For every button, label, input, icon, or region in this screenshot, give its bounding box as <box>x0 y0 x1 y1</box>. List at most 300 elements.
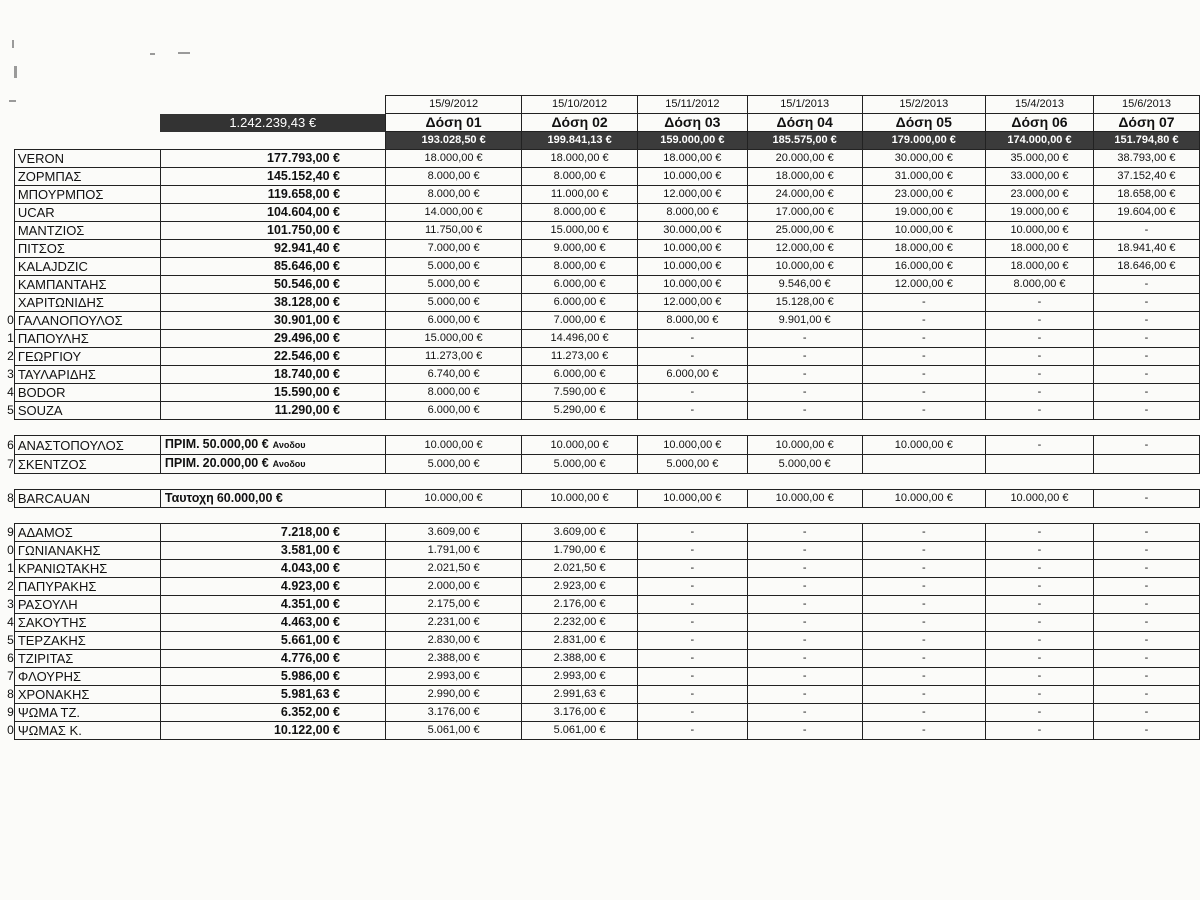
installment-amount: 30.000,00 € <box>862 150 986 168</box>
installment-amount: 5.000,00 € <box>386 455 522 474</box>
player-total: 3.581,00 € <box>160 542 385 560</box>
installment-header: Δόση 06 <box>986 114 1094 132</box>
installment-amount: - <box>986 348 1094 366</box>
installment-amount: 2.923,00 € <box>522 578 638 596</box>
row-number <box>0 204 14 222</box>
installment-amount: 5.000,00 € <box>386 258 522 276</box>
installment-amount: - <box>986 650 1094 668</box>
player-total: 4.923,00 € <box>160 578 385 596</box>
player-name: ΓΕΩΡΓΙΟΥ <box>14 348 160 366</box>
installment-amount: 8.000,00 € <box>386 186 522 204</box>
table-row <box>0 686 1200 704</box>
player-name: ΨΩΜΑ ΤΖ. <box>14 704 160 722</box>
row-number: 4 <box>7 385 14 399</box>
installment-amount: 7.590,00 € <box>522 384 638 402</box>
installment-amount: - <box>1093 578 1199 596</box>
installments-row <box>0 114 1200 132</box>
installment-amount: 6.000,00 € <box>386 402 522 420</box>
table-row <box>0 330 1200 348</box>
installment-amount: 25.000,00 € <box>747 222 862 240</box>
handwritten-note: Ανοδου <box>272 440 306 450</box>
installment-amount: 10.000,00 € <box>862 436 986 455</box>
installment-amount: 8.000,00 € <box>522 258 638 276</box>
installment-amount: 18.000,00 € <box>386 150 522 168</box>
installment-amount: - <box>986 704 1094 722</box>
installment-amount: 11.750,00 € <box>386 222 522 240</box>
installment-amount: - <box>986 294 1094 312</box>
installment-amount: - <box>986 560 1094 578</box>
installment-amount: - <box>637 524 747 542</box>
installment-amount: 18.658,00 € <box>1093 186 1199 204</box>
installment-amount: 15.000,00 € <box>522 222 638 240</box>
installment-amount: - <box>1093 490 1199 508</box>
table-row <box>0 276 1200 294</box>
installment-amount: - <box>862 722 986 740</box>
installment-amount: - <box>637 722 747 740</box>
date-cell: 15/11/2012 <box>637 96 747 114</box>
scan-mark <box>178 52 190 54</box>
installment-amount: - <box>1093 668 1199 686</box>
row-number: 0 <box>7 313 14 327</box>
installment-amount: 3.609,00 € <box>386 524 522 542</box>
installment-amount: 6.000,00 € <box>522 366 638 384</box>
date-cell: 15/1/2013 <box>747 96 862 114</box>
player-total: 6.352,00 € <box>160 704 385 722</box>
row-number <box>0 294 14 312</box>
date-cell: 15/6/2013 <box>1093 96 1199 114</box>
row-number: 6 <box>7 651 14 665</box>
handwritten-note: ΠΡΙΜ. <box>164 437 200 451</box>
installment-amount: 2.388,00 € <box>522 650 638 668</box>
row-number <box>0 150 14 168</box>
player-name: ΡΑΣΟΥΛΗ <box>14 596 160 614</box>
table-row <box>0 542 1200 560</box>
installment-amount: 8.000,00 € <box>986 276 1094 294</box>
installment-amount: - <box>1093 222 1199 240</box>
installment-header: Δόση 04 <box>747 114 862 132</box>
player-total: 22.546,00 € <box>160 348 385 366</box>
installment-amount: - <box>1093 632 1199 650</box>
installment-amount: 2.231,00 € <box>386 614 522 632</box>
installment-amount: - <box>1093 436 1199 455</box>
player-name: BARCAUAN <box>14 490 160 508</box>
installment-amount: - <box>986 668 1094 686</box>
installment-amount: 20.000,00 € <box>747 150 862 168</box>
date-cell: 15/4/2013 <box>986 96 1094 114</box>
installment-amount: 31.000,00 € <box>862 168 986 186</box>
installment-amount: - <box>1093 560 1199 578</box>
player-total: 92.941,40 € <box>160 240 385 258</box>
row-number: 0 <box>7 723 14 737</box>
player-total: 11.290,00 € <box>160 402 385 420</box>
installment-amount: 2.175,00 € <box>386 596 522 614</box>
installment-amount: - <box>637 632 747 650</box>
installment-amount: - <box>637 578 747 596</box>
installment-amount: - <box>986 330 1094 348</box>
player-name: UCAR <box>14 204 160 222</box>
row-number <box>0 276 14 294</box>
table-row <box>0 294 1200 312</box>
table-row <box>0 668 1200 686</box>
installment-amount: 2.021,50 € <box>386 560 522 578</box>
installment-total: 159.000,00 € <box>637 132 747 150</box>
installment-amount: 14.000,00 € <box>386 204 522 222</box>
installment-amount: 8.000,00 € <box>522 204 638 222</box>
installment-amount: 10.000,00 € <box>747 258 862 276</box>
installment-total: 193.028,50 € <box>386 132 522 150</box>
table-row <box>0 186 1200 204</box>
player-name: ΠΑΠΟΥΛΗΣ <box>14 330 160 348</box>
installment-amount: 5.061,00 € <box>522 722 638 740</box>
installment-amount: 18.000,00 € <box>747 168 862 186</box>
installment-amount: 2.831,00 € <box>522 632 638 650</box>
scan-mark <box>150 53 155 55</box>
table-row <box>0 578 1200 596</box>
installment-total: 199.841,13 € <box>522 132 638 150</box>
group-spacer <box>0 420 1200 436</box>
installment-amount: - <box>1093 330 1199 348</box>
row-number <box>0 258 14 276</box>
installment-amount: 18.646,00 € <box>1093 258 1199 276</box>
player-name: KALAJDZIC <box>14 258 160 276</box>
installment-amount: - <box>862 366 986 384</box>
installment-amount: - <box>986 542 1094 560</box>
row-number: 2 <box>7 349 14 363</box>
installment-header: Δόση 02 <box>522 114 638 132</box>
installment-amount: 18.000,00 € <box>522 150 638 168</box>
installment-amount: 18.000,00 € <box>862 240 986 258</box>
installment-amount: - <box>747 704 862 722</box>
installment-amount: - <box>637 596 747 614</box>
table-row <box>0 632 1200 650</box>
installment-amount: - <box>986 312 1094 330</box>
installment-amount: 10.000,00 € <box>637 490 747 508</box>
installment-amount: - <box>637 668 747 686</box>
installment-amount: 19.000,00 € <box>986 204 1094 222</box>
installment-amount: - <box>862 330 986 348</box>
installment-amount: 38.793,00 € <box>1093 150 1199 168</box>
installment-header: Δόση 07 <box>1093 114 1199 132</box>
player-name: SOUZA <box>14 402 160 420</box>
player-total: 5.981,63 € <box>160 686 385 704</box>
installment-amount: - <box>862 578 986 596</box>
table-row <box>0 240 1200 258</box>
installment-amount: 5.290,00 € <box>522 402 638 420</box>
installment-amount: 19.604,00 € <box>1093 204 1199 222</box>
installment-amount: - <box>862 704 986 722</box>
installment-totals-row <box>0 132 1200 150</box>
player-total: 177.793,00 € <box>160 150 385 168</box>
total-value: 50.000,00 € <box>202 437 269 451</box>
player-name: ΧΡΟΝΑΚΗΣ <box>14 686 160 704</box>
installment-total: 151.794,80 € <box>1093 132 1199 150</box>
player-name: ΓΩΝΙΑΝΑΚΗΣ <box>14 542 160 560</box>
installment-amount: - <box>747 614 862 632</box>
installment-amount: - <box>747 330 862 348</box>
installment-amount: 6.000,00 € <box>522 276 638 294</box>
installment-amount: 2.388,00 € <box>386 650 522 668</box>
player-name: ΤΕΡΖΑΚΗΣ <box>14 632 160 650</box>
group-spacer <box>0 474 1200 490</box>
table-row <box>0 614 1200 632</box>
player-total: 145.152,40 € <box>160 168 385 186</box>
installment-amount: 30.000,00 € <box>637 222 747 240</box>
installment-amount: - <box>747 686 862 704</box>
player-total: 4.351,00 € <box>160 596 385 614</box>
installment-amount: 6.000,00 € <box>522 294 638 312</box>
installment-amount: 5.000,00 € <box>637 455 747 474</box>
installment-amount: - <box>1093 650 1199 668</box>
player-name: ΤΖΙΡΙΤΑΣ <box>14 650 160 668</box>
installment-amount: 10.000,00 € <box>747 490 862 508</box>
installment-amount: - <box>862 312 986 330</box>
player-name: ΚΑΜΠΑΝΤΑΗΣ <box>14 276 160 294</box>
installment-amount: - <box>747 650 862 668</box>
player-total: 104.604,00 € <box>160 204 385 222</box>
installments-table <box>0 95 1200 740</box>
grand-total: 1.242.239,43 € <box>160 114 385 132</box>
row-number: 4 <box>7 615 14 629</box>
installment-amount: 10.000,00 € <box>386 490 522 508</box>
date-cell: 15/2/2013 <box>862 96 986 114</box>
installment-amount: 10.000,00 € <box>637 436 747 455</box>
player-name: ΑΝΑΣΤΟΠΟΥΛΟΣ <box>14 436 160 455</box>
installment-amount: - <box>637 384 747 402</box>
installment-amount: 11.273,00 € <box>386 348 522 366</box>
table-row <box>0 204 1200 222</box>
player-name: ΣΚΕΝΤΖΟΣ <box>14 455 160 474</box>
player-name: ΤΑΥΛΑΡΙΔΗΣ <box>14 366 160 384</box>
installment-amount: 10.000,00 € <box>386 436 522 455</box>
row-number: 6 <box>7 437 14 452</box>
player-total <box>160 455 385 474</box>
player-name: ΣΑΚΟΥΤΗΣ <box>14 614 160 632</box>
player-total: 29.496,00 € <box>160 330 385 348</box>
installment-amount: 1.791,00 € <box>386 542 522 560</box>
player-name: ΦΛΟΥΡΗΣ <box>14 668 160 686</box>
player-total: 85.646,00 € <box>160 258 385 276</box>
installment-amount: 11.273,00 € <box>522 348 638 366</box>
installment-amount: 12.000,00 € <box>747 240 862 258</box>
installment-amount <box>1093 455 1199 474</box>
installment-amount: 10.000,00 € <box>747 436 862 455</box>
installment-header: Δόση 01 <box>386 114 522 132</box>
player-total: 18.740,00 € <box>160 366 385 384</box>
installment-amount: - <box>862 650 986 668</box>
installment-amount: - <box>637 348 747 366</box>
installment-amount: - <box>862 524 986 542</box>
table-row <box>0 402 1200 420</box>
installment-amount: 9.546,00 € <box>747 276 862 294</box>
installment-amount: - <box>1093 596 1199 614</box>
row-number <box>0 186 14 204</box>
installment-amount: - <box>747 632 862 650</box>
installment-amount: - <box>986 402 1094 420</box>
installment-amount: - <box>637 614 747 632</box>
player-total: 4.043,00 € <box>160 560 385 578</box>
installment-amount: - <box>862 596 986 614</box>
installment-amount: - <box>862 542 986 560</box>
installment-amount: 1.790,00 € <box>522 542 638 560</box>
installment-amount: 2.232,00 € <box>522 614 638 632</box>
row-number: 9 <box>7 525 14 539</box>
installment-amount: - <box>747 384 862 402</box>
installment-header: Δόση 03 <box>637 114 747 132</box>
installment-total: 185.575,00 € <box>747 132 862 150</box>
row-number <box>0 222 14 240</box>
installment-amount: - <box>747 348 862 366</box>
player-total: 5.986,00 € <box>160 668 385 686</box>
installment-amount: 10.000,00 € <box>986 490 1094 508</box>
total-value: 20.000,00 € <box>202 456 269 470</box>
row-number: 3 <box>7 367 14 381</box>
table-row <box>0 524 1200 542</box>
player-total: 101.750,00 € <box>160 222 385 240</box>
installment-amount: 23.000,00 € <box>862 186 986 204</box>
installment-amount: - <box>747 402 862 420</box>
scan-mark <box>12 40 14 48</box>
installment-amount: - <box>862 686 986 704</box>
installment-amount: - <box>862 632 986 650</box>
handwritten-note: Ανοδου <box>272 459 306 469</box>
installment-amount: - <box>637 330 747 348</box>
installment-amount: - <box>986 578 1094 596</box>
player-total: 50.546,00 € <box>160 276 385 294</box>
installment-amount: 5.000,00 € <box>386 276 522 294</box>
installment-amount: 14.496,00 € <box>522 330 638 348</box>
player-name: ΖΟΡΜΠΑΣ <box>14 168 160 186</box>
installment-amount: - <box>1093 294 1199 312</box>
installment-amount: 2.021,50 € <box>522 560 638 578</box>
table-row <box>0 366 1200 384</box>
installment-amount: 10.000,00 € <box>522 436 638 455</box>
installment-amount: 18.000,00 € <box>986 240 1094 258</box>
player-name: ΜΑΝΤΖΙΟΣ <box>14 222 160 240</box>
installment-amount: 10.000,00 € <box>986 222 1094 240</box>
installment-amount: - <box>986 436 1094 455</box>
handwritten-note: Ταυτοχη <box>164 491 214 505</box>
installment-amount: - <box>747 524 862 542</box>
installment-total: 179.000,00 € <box>862 132 986 150</box>
player-name: VERON <box>14 150 160 168</box>
player-total: 15.590,00 € <box>160 384 385 402</box>
player-name: ΓΑΛΑΝΟΠΟΥΛΟΣ <box>14 312 160 330</box>
table-row <box>0 436 1200 455</box>
player-name: ΨΩΜΑΣ Κ. <box>14 722 160 740</box>
installment-amount: 10.000,00 € <box>637 168 747 186</box>
date-cell: 15/9/2012 <box>386 96 522 114</box>
installment-amount: - <box>1093 276 1199 294</box>
row-number: 8 <box>7 687 14 701</box>
player-name: ΚΡΑΝΙΩΤΑΚΗΣ <box>14 560 160 578</box>
table-row <box>0 704 1200 722</box>
installment-amount: - <box>1093 704 1199 722</box>
total-value: 60.000,00 € <box>216 491 283 505</box>
installment-amount: 10.000,00 € <box>862 490 986 508</box>
installment-amount: 2.991,63 € <box>522 686 638 704</box>
player-total: 119.658,00 € <box>160 186 385 204</box>
table-row <box>0 650 1200 668</box>
row-number: 7 <box>7 456 14 471</box>
installment-amount: 8.000,00 € <box>637 312 747 330</box>
player-total <box>160 490 385 508</box>
installment-amount: - <box>986 596 1094 614</box>
installment-amount: 18.000,00 € <box>637 150 747 168</box>
installment-amount: - <box>862 560 986 578</box>
installment-amount: - <box>862 294 986 312</box>
date-cell: 15/10/2012 <box>522 96 638 114</box>
installment-amount: - <box>747 560 862 578</box>
installment-amount: 12.000,00 € <box>637 294 747 312</box>
installment-amount: - <box>637 650 747 668</box>
table-row <box>0 150 1200 168</box>
table-row <box>0 455 1200 474</box>
installment-amount: - <box>986 524 1094 542</box>
installment-amount: - <box>637 704 747 722</box>
installment-amount: - <box>637 542 747 560</box>
installment-amount: 3.609,00 € <box>522 524 638 542</box>
installment-amount: - <box>986 366 1094 384</box>
installment-amount: - <box>1093 686 1199 704</box>
installment-amount: 5.061,00 € <box>386 722 522 740</box>
installment-amount: 12.000,00 € <box>637 186 747 204</box>
installment-amount: 3.176,00 € <box>386 704 522 722</box>
installment-amount: - <box>1093 402 1199 420</box>
installment-amount: - <box>747 578 862 596</box>
installment-amount: 6.000,00 € <box>637 366 747 384</box>
installment-amount: 15.128,00 € <box>747 294 862 312</box>
installment-amount: 7.000,00 € <box>522 312 638 330</box>
table-row <box>0 490 1200 508</box>
row-number: 0 <box>7 543 14 557</box>
installment-amount: - <box>747 668 862 686</box>
installment-amount: - <box>1093 524 1199 542</box>
player-name: ΠΙΤΣΟΣ <box>14 240 160 258</box>
installment-amount: 2.990,00 € <box>386 686 522 704</box>
installment-amount <box>862 455 986 474</box>
player-total: 4.463,00 € <box>160 614 385 632</box>
installment-amount: 11.000,00 € <box>522 186 638 204</box>
installment-amount: 10.000,00 € <box>862 222 986 240</box>
installment-amount: - <box>1093 312 1199 330</box>
installment-amount: 5.000,00 € <box>386 294 522 312</box>
row-number: 1 <box>7 331 14 345</box>
installment-amount: 2.000,00 € <box>386 578 522 596</box>
installment-amount: 8.000,00 € <box>637 204 747 222</box>
scan-mark <box>14 66 17 78</box>
installment-amount <box>986 455 1094 474</box>
installment-amount: 18.000,00 € <box>986 258 1094 276</box>
player-name: ΑΔΑΜΟΣ <box>14 524 160 542</box>
table-row <box>0 560 1200 578</box>
installment-amount: 2.830,00 € <box>386 632 522 650</box>
installment-amount: 35.000,00 € <box>986 150 1094 168</box>
table-row <box>0 312 1200 330</box>
installment-amount: 2.993,00 € <box>522 668 638 686</box>
installment-amount: 10.000,00 € <box>637 258 747 276</box>
installment-amount: - <box>637 402 747 420</box>
installment-amount: 37.152,40 € <box>1093 168 1199 186</box>
installment-amount: 8.000,00 € <box>386 168 522 186</box>
installment-amount: - <box>637 560 747 578</box>
handwritten-note: ΠΡΙΜ. <box>164 456 200 470</box>
installment-amount: - <box>1093 384 1199 402</box>
installment-amount: 8.000,00 € <box>386 384 522 402</box>
player-total: 10.122,00 € <box>160 722 385 740</box>
installment-amount: 10.000,00 € <box>522 490 638 508</box>
installment-amount: 17.000,00 € <box>747 204 862 222</box>
installment-amount: - <box>862 348 986 366</box>
